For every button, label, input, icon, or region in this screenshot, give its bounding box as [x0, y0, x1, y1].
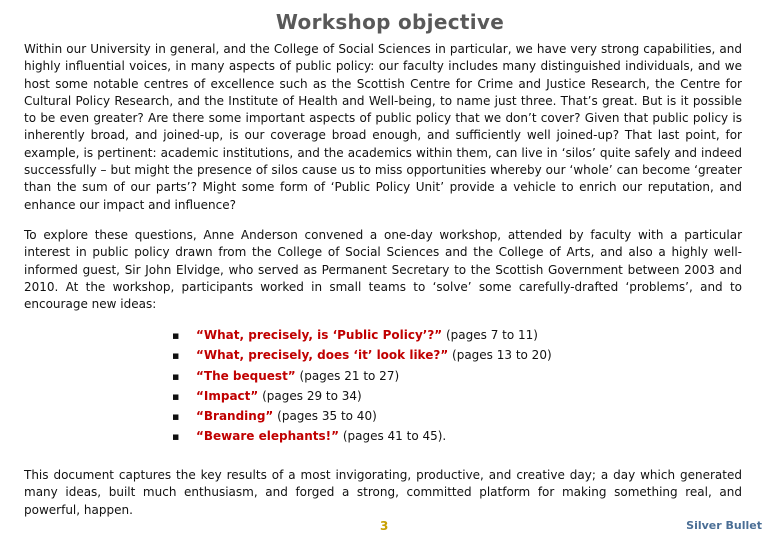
idea-title: “What, precisely, is ‘Public Policy’?” — [196, 328, 443, 342]
square-bullet-icon: ▪ — [172, 329, 180, 342]
workshop-paragraph: To explore these questions, Anne Anderson convened a one-day workshop, attended by faculty with a particular interest in public policy drawn from the College of Social Sciences and the College of Arts, and also a highly well-informed guest, Sir John Elvidge, who served as Permanent Secretary to the Scottish Government between 2003 and 2010. At the workshop, participants worked in small teams to ‘solve’ some carefully-drafted ‘problems’, and to encourage new ideas: — [24, 228, 742, 312]
list-item — [172, 426, 552, 446]
square-bullet-icon: ▪ — [172, 430, 180, 444]
list-item — [172, 386, 552, 406]
square-bullet-icon: ▪ — [172, 349, 180, 363]
page-title: Workshop objective — [275, 10, 505, 34]
list-item — [172, 406, 552, 426]
idea-pages: (pages 21 to 27) — [295, 368, 400, 383]
page-number: 3 — [380, 519, 389, 533]
list-item — [172, 325, 552, 345]
list-item — [172, 366, 552, 386]
idea-title: “What, precisely, does ‘it’ look like?” — [196, 348, 449, 363]
idea-pages: (pages 7 to 11) — [442, 328, 538, 342]
list-item — [172, 345, 552, 365]
intro-paragraph: Within our University in general, and the College of Social Sciences in particular, we have very strong capabilities, and highly influential voices, in many aspects of public policy: our faculty includes many distinguished individuals, and we host some notable centres of excellence such as the Scottish Centre for Crime and Justice Research, the Centre for Cultural Policy Research, and the Institute of Health and Well-being, to name just three. That’s great. But is it possible to be even greater? Are there some important aspects of public policy that we don’t cover? Given that public policy is inherently broad, and joined-up, is our coverage broad enough, and sufficiently well joined-up? That last point, for example, is pertinent: academic institutions, and the academics within them, can live in ‘silos’ quite safely and indeed successfully – but might the presence of silos cause us to miss opportunities whereby our ‘whole’ can become ‘greater than the sum of our parts’? Might some form of ‘Public Policy Unit’ provide a vehicle to enrich our reputation, and enhance our impact and influence? — [24, 42, 742, 212]
idea-pages: (pages 35 to 40) — [273, 409, 377, 424]
idea-title: “Beware elephants!” — [196, 429, 339, 444]
idea-pages: (pages 13 to 20) — [448, 348, 552, 363]
footer-brand: Silver Bullet — [686, 519, 762, 532]
idea-title: “The bequest” — [196, 368, 296, 383]
idea-pages: (pages 41 to 45). — [339, 429, 447, 444]
ideas-list — [172, 325, 552, 447]
square-bullet-icon: ▪ — [172, 369, 180, 383]
square-bullet-icon: ▪ — [172, 410, 180, 424]
idea-title: “Branding” — [196, 409, 274, 424]
idea-pages: (pages 29 to 34) — [258, 388, 362, 403]
idea-title: “Impact” — [196, 388, 259, 403]
square-bullet-icon: ▪ — [172, 389, 180, 403]
summary-paragraph: This document captures the key results of a most invigorating, productive, and creative day; a day which generated many ideas, built much enthusiasm, and forged a strong, committed platform for making something real, and powerful, happen. — [24, 468, 742, 517]
